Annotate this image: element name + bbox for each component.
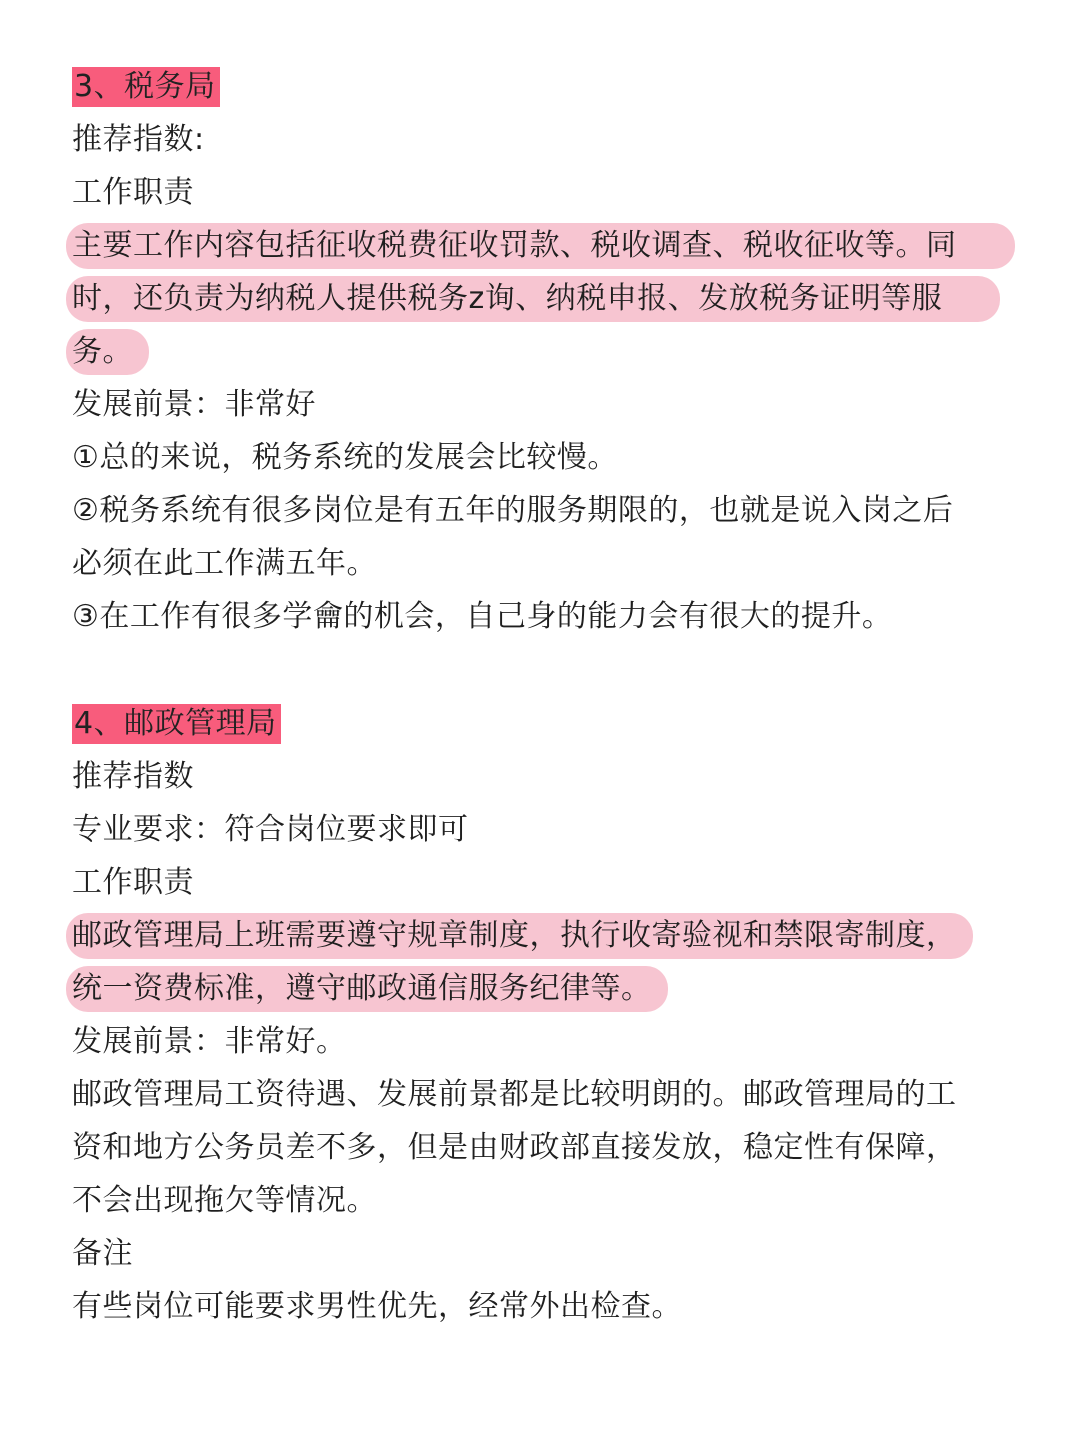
job-duty-label: 工作职责 [72,175,194,210]
remarks-label: 备注 [72,1236,133,1271]
section-postal-bureau [72,697,1012,1333]
paragraph-line: 不会出现拖欠等情况。 [72,1183,377,1218]
job-duty-label: 工作职责 [72,865,194,900]
highlighted-duty-line: 时，还负责为纳税人提供税务z询、纳税申报、发放税务证明等服 [66,276,1000,322]
highlighted-duty-line: 统一资费标准，遵守邮政通信服务纪律等。 [66,966,668,1012]
prospect-line: 发展前景：非常好。 [72,1024,347,1059]
recommend-index-label: 推荐指数 [72,759,194,794]
paragraph-line: ②税务系统有很多岗位是有五年的服务期限的，也就是说入岗之后 [72,493,954,528]
section-heading-tax-bureau: 3、税务局 [72,67,220,107]
highlighted-duty-line: 务。 [66,329,149,375]
paragraph-line: 必须在此工作满五年。 [72,546,377,581]
paragraph-line: ③在工作有很多学龠的机会，自己身的能力会有很大的提升。 [72,599,893,634]
remarks-text: 有些岗位可能要求男性优先，经常外出检查。 [72,1289,682,1324]
section-heading-postal-bureau: 4、邮政管理局 [72,704,281,744]
prospect-line: 发展前景：非常好 [72,387,316,422]
paragraph-line: 邮政管理局工资待遇、发展前景都是比较明朗的。邮政管理局的工 [72,1077,957,1112]
recommend-index-label: 推荐指数: [72,122,205,157]
highlighted-duty-line: 主要工作内容包括征收税费征收罚款、税收调查、税收征收等。同 [66,223,1015,269]
section-tax-bureau [72,60,1012,643]
major-requirement-line: 专业要求：符合岗位要求即可 [72,812,469,847]
paragraph-line: 资和地方公务员差不多，但是由财政部直接发放，稳定性有保障， [72,1130,957,1165]
paragraph-line: ①总的来说，税务系统的发展会比较慢。 [72,440,618,475]
highlighted-duty-line: 邮政管理局上班需要遵守规章制度，执行收寄验视和禁限寄制度， [66,913,973,959]
